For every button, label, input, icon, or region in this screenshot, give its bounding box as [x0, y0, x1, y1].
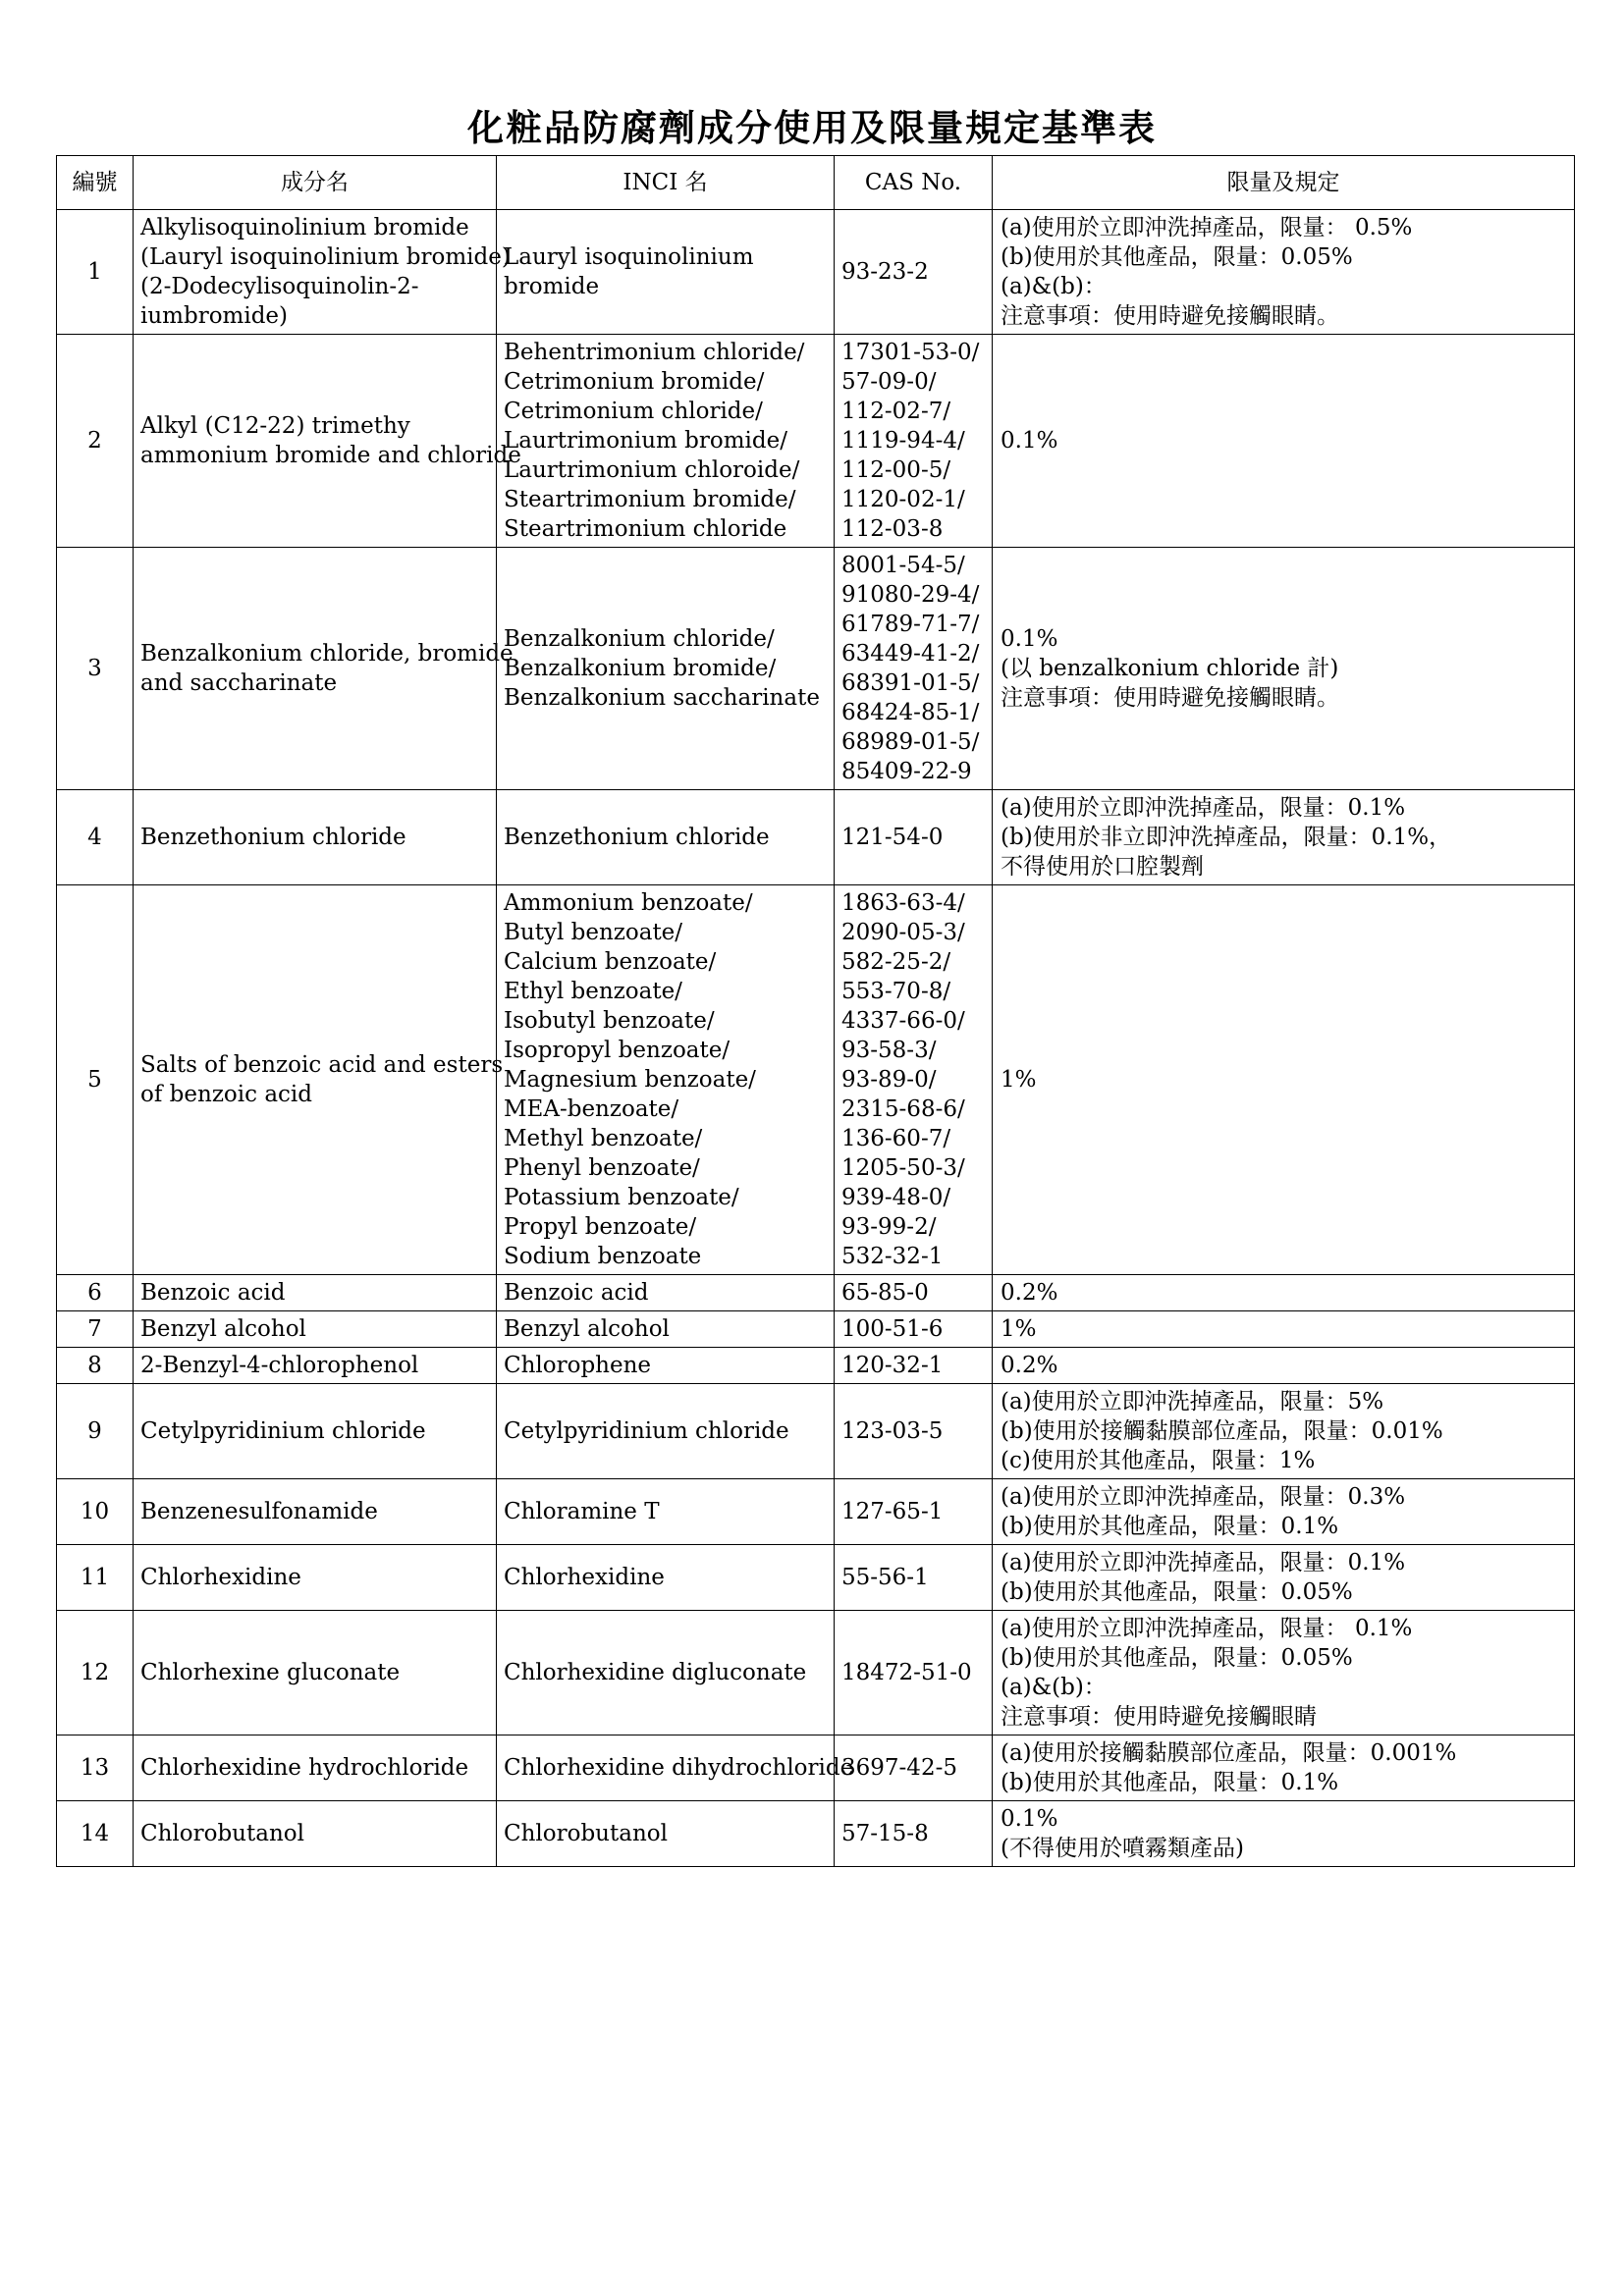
limit-rule-line: (a)使用於立即沖洗掉產品，限量：5%: [1001, 1389, 1384, 1415]
row-number: 4: [57, 790, 134, 885]
inci-name-line: Chlorhexidine: [504, 1565, 665, 1590]
cas-number-line: 17301-53-0/: [841, 340, 980, 365]
cas-number-line: 65-85-0: [841, 1280, 929, 1306]
cas-number-line: 1863-63-4/: [841, 890, 965, 916]
inci-name-line: Butyl benzoate/: [504, 920, 683, 945]
cas-number-line: 123-03-5: [841, 1418, 944, 1444]
limit-rule-line: (a)使用於立即沖洗掉產品，限量： 0.1%: [1001, 1616, 1413, 1641]
limit-rule-line: 1%: [1001, 1067, 1037, 1093]
inci-name-line: Benzoic acid: [504, 1280, 649, 1306]
cas-number-cell: [835, 1735, 993, 1801]
cas-number-line: 1120-02-1/: [841, 487, 965, 512]
inci-name-cell: [497, 1545, 835, 1611]
limit-rule-line: (a)使用於立即沖洗掉產品，限量：0.3%: [1001, 1484, 1406, 1510]
limit-rule-line: (a)&(b)：: [1001, 274, 1107, 299]
limit-rule-line: 注意事項：使用時避免接觸眼睛。: [1001, 303, 1339, 329]
header-no: 編號: [57, 156, 134, 210]
limit-rule-line: (a)使用於立即沖洗掉產品，限量： 0.5%: [1001, 215, 1413, 240]
ingredient-name-cell: [134, 885, 504, 1275]
cas-number-cell: [835, 790, 993, 885]
limit-rule-line: (b)使用於其他產品，限量：0.1%: [1001, 1514, 1339, 1539]
cas-number-line: 93-99-2/: [841, 1214, 937, 1240]
inci-name-cell: [497, 1735, 854, 1801]
header-limit: 限量及規定: [993, 156, 1575, 210]
ingredient-name-cell: [134, 335, 521, 548]
inci-name-line: Behentrimonium chloride/: [504, 340, 805, 365]
limit-rule-line: (b)使用於其他產品，限量：0.1%: [1001, 1770, 1339, 1795]
cas-number-line: 112-03-8: [841, 516, 944, 542]
inci-name-line: Calcium benzoate/: [504, 949, 717, 975]
limit-rule-cell: [993, 548, 1575, 790]
inci-name-line: Benzalkonium saccharinate: [504, 685, 820, 711]
row-number: 12: [57, 1611, 134, 1735]
inci-name-line: Chlorhexidine digluconate: [504, 1660, 807, 1685]
inci-name-line: Potassium benzoate/: [504, 1185, 739, 1210]
limit-rule-line: (b)使用於接觸黏膜部位產品，限量：0.01%: [1001, 1418, 1443, 1444]
inci-name-line: Lauryl isoquinolinium: [504, 244, 754, 270]
inci-name-cell: [497, 335, 835, 548]
cas-number-line: 1205-50-3/: [841, 1155, 965, 1181]
table-row: [57, 1479, 1575, 1545]
limit-rule-line: 注意事項：使用時避免接觸眼睛。: [1001, 685, 1339, 711]
header-name: 成分名: [134, 156, 497, 210]
ingredient-name-cell: [134, 1311, 497, 1348]
ingredient-name-line: Benzalkonium chloride, bromide: [140, 641, 514, 667]
inci-name-line: Benzyl alcohol: [504, 1316, 670, 1342]
inci-name-line: Steartrimonium chloride: [504, 516, 787, 542]
ingredient-name-line: Alkylisoquinolinium bromide: [140, 215, 469, 240]
ingredient-name-line: Cetylpyridinium chloride: [140, 1418, 426, 1444]
cas-number-cell: [835, 1801, 993, 1867]
inci-name-line: Benzethonium chloride: [504, 825, 770, 850]
cas-number-line: 68424-85-1/: [841, 700, 980, 725]
ingredient-name-cell: [134, 1801, 497, 1867]
inci-name-cell: [497, 1275, 835, 1311]
inci-name-cell: [497, 1384, 835, 1479]
limit-rule-cell: [993, 1311, 1575, 1348]
limit-rule-cell: [993, 885, 1575, 1275]
limit-rule-cell: [993, 790, 1575, 885]
table-row: [57, 1545, 1575, 1611]
ingredient-name-cell: [134, 210, 511, 335]
row-number: 14: [57, 1801, 134, 1867]
ingredient-name-line: (Lauryl isoquinolinium bromide): [140, 244, 511, 270]
cas-number-line: 68391-01-5/: [841, 670, 980, 696]
ingredient-name-cell: [134, 1545, 497, 1611]
cas-number-line: 120-32-1: [841, 1353, 944, 1378]
cas-number-line: 136-60-7/: [841, 1126, 951, 1151]
ingredient-name-line: of benzoic acid: [140, 1082, 313, 1107]
document-title: 化粧品防腐劑成分使用及限量規定基準表: [467, 107, 1157, 149]
ingredient-name-line: ammonium bromide and chloride: [140, 443, 521, 468]
cas-number-line: 532-32-1: [841, 1244, 944, 1269]
table-body: [57, 210, 1575, 1867]
cas-number-line: 3697-42-5: [841, 1755, 957, 1781]
inci-name-line: Phenyl benzoate/: [504, 1155, 700, 1181]
inci-name-cell: [497, 1311, 835, 1348]
row-number: 13: [57, 1735, 134, 1801]
inci-name-line: Magnesium benzoate/: [504, 1067, 756, 1093]
inci-name-cell: [497, 548, 835, 790]
inci-name-line: Isobutyl benzoate/: [504, 1008, 715, 1034]
ingredient-name-cell: [134, 548, 514, 790]
limit-rule-cell: [993, 1611, 1575, 1735]
cas-number-line: 1119-94-4/: [841, 428, 965, 454]
row-number: 11: [57, 1545, 134, 1611]
limit-rule-cell: [993, 1735, 1575, 1801]
limit-rule-cell: [993, 1275, 1575, 1311]
row-number: 10: [57, 1479, 134, 1545]
table-row: [57, 1275, 1575, 1311]
row-number: 7: [57, 1311, 134, 1348]
ingredient-name-line: iumbromide): [140, 303, 289, 329]
limit-rule-line: (b)使用於其他產品，限量：0.05%: [1001, 1579, 1353, 1605]
preservative-table-container: [56, 155, 1574, 1867]
limit-rule-line: (以 benzalkonium chloride 計): [1001, 656, 1339, 681]
cas-number-cell: [835, 1311, 993, 1348]
cas-number-cell: [835, 1348, 993, 1384]
cas-number-line: 55-56-1: [841, 1565, 929, 1590]
limit-rule-line: (a)使用於立即沖洗掉產品，限量：0.1%: [1001, 1550, 1406, 1575]
cas-number-line: 93-58-3/: [841, 1038, 937, 1063]
inci-name-line: Propyl benzoate/: [504, 1214, 697, 1240]
ingredient-name-line: (2-Dodecylisoquinolin-2-: [140, 274, 419, 299]
inci-name-line: Laurtrimonium bromide/: [504, 428, 787, 454]
ingredient-name-line: Chlorhexine gluconate: [140, 1660, 401, 1685]
cas-number-cell: [835, 1275, 993, 1311]
row-number: 8: [57, 1348, 134, 1384]
inci-name-line: Isopropyl benzoate/: [504, 1038, 731, 1063]
limit-rule-cell: [993, 1384, 1575, 1479]
inci-name-line: Laurtrimonium chloroide/: [504, 457, 800, 483]
limit-rule-line: 0.1%: [1001, 428, 1058, 454]
ingredient-name-line: Alkyl (C12-22) trimethy: [140, 413, 410, 439]
table-header-row: [57, 156, 1575, 210]
cas-number-cell: [835, 1384, 993, 1479]
inci-name-line: bromide: [504, 274, 600, 299]
inci-name-cell: [497, 1348, 835, 1384]
table-row: [57, 1735, 1575, 1801]
inci-name-line: MEA-benzoate/: [504, 1096, 679, 1122]
limit-rule-line: (不得使用於噴霧類產品): [1001, 1836, 1244, 1861]
inci-name-cell: [497, 1611, 835, 1735]
inci-name-line: Steartrimonium bromide/: [504, 487, 796, 512]
cas-number-cell: [835, 548, 993, 790]
cas-number-line: 8001-54-5/: [841, 553, 965, 578]
table-row: [57, 885, 1575, 1275]
cas-number-cell: [835, 1479, 993, 1545]
row-number: 2: [57, 335, 134, 548]
cas-number-line: 553-70-8/: [841, 979, 951, 1004]
inci-name-cell: [497, 210, 835, 335]
inci-name-line: Cetylpyridinium chloride: [504, 1418, 789, 1444]
cas-number-line: 112-02-7/: [841, 399, 951, 424]
limit-rule-line: 0.1%: [1001, 626, 1058, 652]
limit-rule-line: (b)使用於其他產品，限量：0.05%: [1001, 1645, 1353, 1671]
ingredient-name-line: Benzyl alcohol: [140, 1316, 306, 1342]
cas-number-line: 57-09-0/: [841, 369, 937, 395]
header-inci: INCI 名: [497, 156, 835, 210]
table-row: [57, 790, 1575, 885]
inci-name-line: Chlorophene: [504, 1353, 652, 1378]
cas-number-line: 57-15-8: [841, 1821, 929, 1846]
inci-name-cell: [497, 790, 835, 885]
inci-name-line: Ammonium benzoate/: [504, 890, 753, 916]
limit-rule-cell: [993, 335, 1575, 548]
table-row: [57, 1611, 1575, 1735]
limit-rule-line: (b)使用於其他產品，限量：0.05%: [1001, 244, 1353, 270]
cas-number-cell: [835, 1611, 993, 1735]
ingredient-name-cell: [134, 1479, 497, 1545]
table-row: [57, 1384, 1575, 1479]
inci-name-line: Sodium benzoate: [504, 1244, 702, 1269]
cas-number-line: 112-00-5/: [841, 457, 951, 483]
limit-rule-cell: [993, 1348, 1575, 1384]
cas-number-cell: [835, 335, 993, 548]
table-row: [57, 335, 1575, 548]
table-row: [57, 1311, 1575, 1348]
cas-number-line: 939-48-0/: [841, 1185, 951, 1210]
preservative-table: [56, 155, 1575, 1867]
cas-number-line: 68989-01-5/: [841, 729, 980, 755]
cas-number-line: 127-65-1: [841, 1499, 944, 1524]
ingredient-name-cell: [134, 1384, 497, 1479]
cas-number-line: 85409-22-9: [841, 759, 972, 784]
inci-name-line: Chlorobutanol: [504, 1821, 668, 1846]
ingredient-name-cell: [134, 790, 497, 885]
cas-number-line: 93-89-0/: [841, 1067, 937, 1093]
table-row: [57, 548, 1575, 790]
row-number: 5: [57, 885, 134, 1275]
limit-rule-line: 不得使用於口腔製劑: [1001, 854, 1204, 880]
ingredient-name-cell: [134, 1611, 497, 1735]
cas-number-line: 91080-29-4/: [841, 582, 980, 608]
ingredient-name-cell: [134, 1735, 497, 1801]
ingredient-name-line: and saccharinate: [140, 670, 338, 696]
ingredient-name-line: Benzenesulfonamide: [140, 1499, 378, 1524]
inci-name-line: Methyl benzoate/: [504, 1126, 703, 1151]
ingredient-name-cell: [134, 1275, 497, 1311]
inci-name-cell: [497, 1801, 835, 1867]
inci-name-line: Benzalkonium bromide/: [504, 656, 777, 681]
table-row: [57, 1801, 1575, 1867]
inci-name-cell: [497, 885, 835, 1275]
cas-number-line: 121-54-0: [841, 825, 944, 850]
limit-rule-line: 0.1%: [1001, 1806, 1058, 1832]
inci-name-line: Ethyl benzoate/: [504, 979, 682, 1004]
cas-number-line: 2315-68-6/: [841, 1096, 965, 1122]
cas-number-line: 18472-51-0: [841, 1660, 972, 1685]
limit-rule-line: (b)使用於非立即沖洗掉產品，限量：0.1%，: [1001, 825, 1452, 850]
inci-name-line: Cetrimonium bromide/: [504, 369, 765, 395]
cas-number-line: 63449-41-2/: [841, 641, 980, 667]
inci-name-line: Benzalkonium chloride/: [504, 626, 775, 652]
limit-rule-line: 1%: [1001, 1316, 1037, 1342]
table-row: [57, 1348, 1575, 1384]
cas-number-cell: [835, 1545, 993, 1611]
limit-rule-cell: [993, 1801, 1575, 1867]
ingredient-name-line: Chlorhexidine hydrochloride: [140, 1755, 469, 1781]
limit-rule-line: (a)&(b)：: [1001, 1675, 1107, 1700]
ingredient-name-line: Chlorhexidine: [140, 1565, 301, 1590]
cas-number-line: 93-23-2: [841, 259, 929, 285]
limit-rule-line: 0.2%: [1001, 1353, 1058, 1378]
cas-number-line: 2090-05-3/: [841, 920, 965, 945]
cas-number-cell: [835, 210, 993, 335]
cas-number-line: 582-25-2/: [841, 949, 951, 975]
limit-rule-line: (a)使用於接觸黏膜部位產品，限量：0.001%: [1001, 1740, 1457, 1766]
limit-rule-cell: [993, 1479, 1575, 1545]
ingredient-name-line: Benzoic acid: [140, 1280, 286, 1306]
cas-number-cell: [835, 885, 993, 1275]
ingredient-name-cell: [134, 1348, 497, 1384]
limit-rule-line: 0.2%: [1001, 1280, 1058, 1306]
ingredient-name-line: Salts of benzoic acid and esters: [140, 1052, 504, 1078]
limit-rule-line: (a)使用於立即沖洗掉產品，限量：0.1%: [1001, 795, 1406, 821]
ingredient-name-line: Benzethonium chloride: [140, 825, 406, 850]
inci-name-cell: [497, 1479, 835, 1545]
cas-number-line: 100-51-6: [841, 1316, 944, 1342]
row-number: 9: [57, 1384, 134, 1479]
table-row: [57, 210, 1575, 335]
header-cas: CAS No.: [835, 156, 993, 210]
cas-number-line: 4337-66-0/: [841, 1008, 965, 1034]
row-number: 3: [57, 548, 134, 790]
inci-name-line: Chloramine T: [504, 1499, 660, 1524]
limit-rule-line: 注意事項：使用時避免接觸眼睛: [1001, 1704, 1317, 1730]
ingredient-name-line: 2-Benzyl-4-chlorophenol: [140, 1353, 419, 1378]
inci-name-line: Chlorhexidine dihydrochloride: [504, 1755, 854, 1781]
ingredient-name-line: Chlorobutanol: [140, 1821, 304, 1846]
limit-rule-line: (c)使用於其他產品，限量：1%: [1001, 1448, 1316, 1473]
row-number: 6: [57, 1275, 134, 1311]
inci-name-line: Cetrimonium chloride/: [504, 399, 763, 424]
cas-number-line: 61789-71-7/: [841, 612, 980, 637]
row-number: 1: [57, 210, 134, 335]
limit-rule-cell: [993, 1545, 1575, 1611]
limit-rule-cell: [993, 210, 1575, 335]
